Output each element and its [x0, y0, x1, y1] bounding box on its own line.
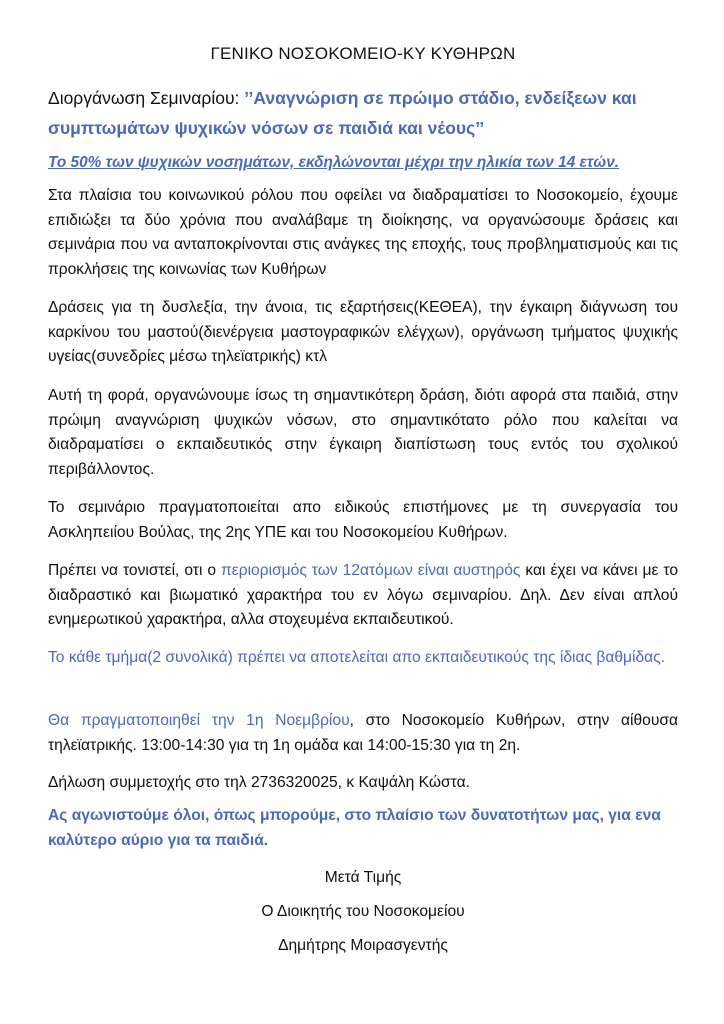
signer-role: Ο Διοικητής του Νοσοκομείου [261, 903, 465, 920]
paragraph-organizers: Το σεμινάριο πραγματοποιείται απο ειδικούς επιστήμονες με τη συνεργασία του Ασκληπειίου Βούλας, της 2ης ΥΠΕ και του Νοσοκομείου Κυθήρων. [48, 499, 678, 541]
highlight-statement: Το 50% των ψυχικών νοσημάτων, εκδηλώνονται μέχρι την ηλικία των 14 ετών. [48, 154, 620, 171]
closing-appeal: Ας αγωνιστούμε όλοι, όπως μπορούμε, στο πλαίσιο των δυνατοτήτων μας, για ενα καλύτερο αύριο για τα παιδιά. [48, 807, 661, 849]
paragraph-date [48, 709, 678, 758]
paragraph-purpose: Αυτή τη φορά, οργανώνουμε ίσως τη σημαντικότερη δράση, διότι αφορά στα παιδιά, στην πρώιμη αναγνώριση ψυχικών νόσων, στο σημαντικότατο ρόλο που καλείται να διαδραματίσει ο εκπαιδευτικός στην έγκαιρη διαπίστωση τους εντός του σχολικού περιβάλλοντος. [48, 387, 678, 478]
paragraph-actions: Δράσεις για τη δυσλεξία, την άνοια, τις εξαρτήσεις(ΚΕΘΕΑ), την έγκαιρη διάγνωση του καρκίνου του μαστού(διενέργεια μαστογραφικών ελέγχων), οργάνωση τμήματος ψυχικής υγείας(συνεδρίες μέσω τηλεϊατρικής) κτλ [48, 299, 678, 365]
paragraph-intro: Στα πλαίσια του κοινωνικού ρόλου που οφείλει να διαδραματίσει το Νοσοκομείο, έχουμε επιδιώξει τα δύο χρόνια που αναλάβαμε τη διοίκησης, να οργανώσουμε δράσεις και σεμινάρια που να ανταποκρίνονται στις ανάγκες της εποχής, τους προβληματισμούς και τις προκλήσεις της κοινωνίας των Κυθήρων [48, 187, 678, 278]
signoff: Μετά Τιμής [324, 869, 402, 886]
seminar-heading [48, 83, 678, 143]
limit-text-a: Πρέπει να τονιστεί, οτι ο [48, 562, 221, 579]
limit-text-c: και έχει να κάνει με το διαδραστικό και βιωματικό χαρακτήρα του εν λόγω σεμιναρίου. Δηλ. Δεν είναι απλού ενημερωτικού χαρακτήρα, αλλα στοχευμένα εκπαιδευτικού. [48, 562, 678, 628]
date-details: , στο Νοσοκομείο Κυθήρων, στην αίθουσα τηλεϊατρικής. 13:00-14:30 για τη 1η ομάδα και 14:00-15:30 για τη 2η. [48, 712, 679, 754]
seminar-title: ’’Αναγνώριση σε πρώιμο στάδιο, ενδείξεων και συμπτωμάτων ψυχικών νόσων σε παιδιά και νέους’’ [48, 88, 637, 138]
paragraph-groups: Το κάθε τμήμα(2 συνολικά) πρέπει να αποτελείται απο εκπαιδευτικούς της ίδιας βαθμίδας. [48, 649, 666, 666]
date-highlight: Θα πραγματοποιηθεί την 1η Νοεμβρίου [48, 712, 350, 729]
seminar-label: Διοργάνωση Σεμιναρίου: [48, 88, 245, 108]
limit-highlight: περιορισμός των 12ατόμων είναι αυστηρός [220, 562, 521, 579]
paragraph-registration: Δήλωση συμμετοχής στο τηλ 2736320025, κ Καψάλη Κώστα. [48, 774, 470, 791]
paragraph-limit [48, 559, 678, 633]
document-title: ΓΕΝΙΚΟ ΝΟΣΟΚΟΜΕΙΟ-ΚΥ ΚΥΘΗΡΩΝ [210, 44, 516, 63]
signer-name: Δημήτρης Μοιρασγεντής [278, 937, 448, 954]
